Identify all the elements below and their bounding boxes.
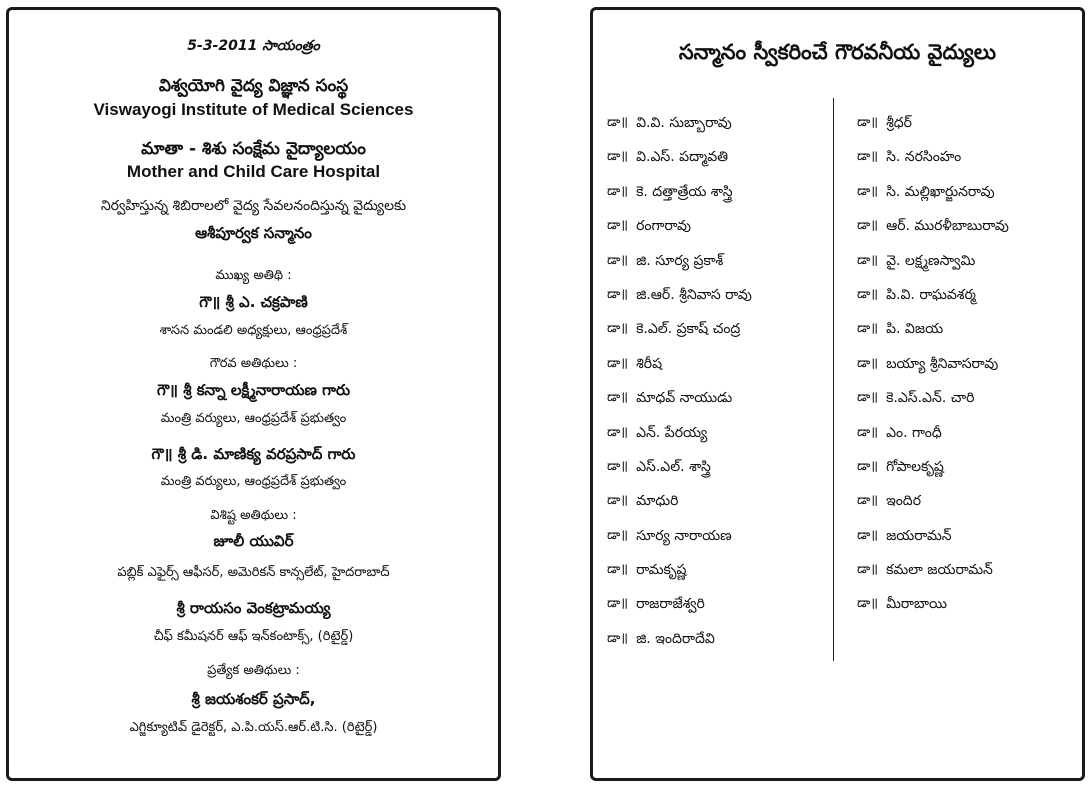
doctor-name: పి.వి. రాఘవశర్మ [886, 286, 976, 303]
doctor-title-prefix: డా॥ [607, 321, 629, 337]
doctor-name: మాధవ్ నాయుడు [636, 390, 733, 407]
doctor-entry [607, 354, 827, 388]
doctor-title-prefix: డా॥ [857, 596, 879, 612]
chief-guest-name: గౌ॥ శ్రీ ఎ. చక్రపాణి [199, 293, 308, 311]
doctor-title-prefix: డా॥ [857, 115, 879, 130]
doctor-name: రంగారావు [636, 218, 692, 235]
doctor-title-prefix: డా॥ [607, 252, 629, 268]
doctor-name: పి. విజయ [886, 321, 944, 338]
doctor-entry [607, 491, 827, 525]
doctor-title-prefix: డా॥ [857, 562, 879, 578]
doctor-name: ఆర్. మురళీబాబురావు [886, 218, 1009, 235]
doctor-title-prefix: డా॥ [607, 458, 629, 474]
honored-guest2-title: మంత్రి వర్యులు, ఆంధ్రప్రదేశ్ ప్రభుత్వం [160, 474, 347, 489]
doctor-name: మాధురి [636, 493, 679, 510]
doctor-entry [857, 251, 1082, 285]
doctors-list-panel [590, 7, 1085, 781]
felicitation-heading: ఆశీపూర్వక సన్మానం [195, 224, 312, 242]
doctor-title-prefix: డా॥ [857, 527, 879, 543]
doctor-title-prefix: డా॥ [607, 218, 629, 234]
special-invitee-title: ఎగ్జిక్యూటివ్ డైరెక్టర్, ఎ.పి.యస్.ఆర్.టి.సి. (రిటైర్డ్) [129, 720, 378, 735]
doctor-title-prefix: డా॥ [857, 390, 879, 406]
doctor-title-prefix: డా॥ [607, 527, 629, 543]
column-divider [833, 98, 834, 661]
doctor-entry [607, 388, 827, 422]
doctor-entry [607, 457, 827, 491]
doctor-entry [607, 560, 827, 594]
intro-text: నిర్వహిస్తున్న శిబిరాలలో వైద్య సేవలనందిస్తున్న వైద్యులకు [100, 198, 407, 214]
doctor-name: వి.ఎస్. పద్మావతి [636, 149, 729, 166]
hospital-name-telugu: మాతా - శిశు సంక్షేమ వైద్యాలయం [141, 139, 366, 159]
doctor-entry [857, 285, 1082, 319]
doctor-title-prefix: డా॥ [857, 218, 879, 234]
chief-guest-title: శాసన మండలి అధ్యక్షులు, ఆంధ్రప్రదేశ్ [159, 323, 348, 338]
doctor-entry [857, 354, 1082, 388]
invitation-left-panel [6, 7, 501, 781]
hospital-name-english: Mother and Child Care Hospital [126, 162, 381, 181]
doctor-entry [857, 594, 1082, 628]
doctor-name: జి.ఆర్. శ్రీనివాస రావు [636, 286, 752, 303]
doctor-name: శ్రీధర్ [886, 115, 912, 131]
doctor-title-prefix: డా॥ [857, 183, 879, 199]
doctor-name: వై. లక్ష్మణస్వామి [886, 252, 976, 269]
doctor-entry [857, 182, 1082, 216]
doctor-name: బయ్యా శ్రీనివాసరావు [886, 355, 999, 372]
special-guest2-name: శ్రీ రాయసం వెంకట్రామయ్య [176, 599, 331, 617]
doctor-entry [607, 216, 827, 250]
doctor-title-prefix: డా॥ [607, 286, 629, 302]
doctor-name: జి. సూర్య ప్రకాశ్ [636, 252, 724, 269]
honored-guest1-title: మంత్రి వర్యులు, ఆంధ్రప్రదేశ్ ప్రభుత్వం [160, 411, 347, 426]
doctor-name: ఎం. గాంధీ [886, 424, 942, 441]
doctor-name: కమలా జయరామన్ [886, 562, 993, 579]
doctor-title-prefix: డా॥ [857, 355, 879, 371]
special-guests-label: విశిష్ట అతిథులు : [210, 508, 297, 523]
doctor-entry [607, 319, 827, 353]
doctor-name: జి. ఇందిరాదేవి [636, 630, 715, 647]
doctor-title-prefix: డా॥ [857, 286, 879, 302]
doctor-entry [857, 319, 1082, 353]
institute-name-english: Viswayogi Institute of Medical Sciences [93, 100, 414, 119]
doctor-title-prefix: డా॥ [857, 149, 879, 165]
doctor-entry [857, 113, 1082, 147]
doctor-title-prefix: డా॥ [857, 252, 879, 268]
doctor-entry [607, 423, 827, 457]
doctor-name: కె.ఎస్.ఎన్. చారి [886, 390, 975, 407]
doctor-entry [607, 147, 827, 181]
doctors-column-right [857, 113, 1082, 629]
doctor-entry [857, 216, 1082, 250]
doctor-entry [607, 594, 827, 628]
doctor-name: సి. మల్లిఖార్జునరావు [886, 183, 995, 200]
doctor-entry [607, 285, 827, 319]
event-date: 5-3-2011 సాయంత్రం [187, 38, 320, 54]
special-guest2-title: చీఫ్ కమీషనర్ ఆఫ్ ఇన్‌కంటాక్స్, (రిటైర్డ్) [153, 629, 354, 644]
doctor-title-prefix: డా॥ [607, 493, 629, 509]
doctor-name: మీరాబాయి [886, 596, 948, 613]
doctor-entry [857, 560, 1082, 594]
doctors-column-left [607, 113, 827, 663]
doctor-entry [857, 457, 1082, 491]
doctor-title-prefix: డా॥ [607, 149, 629, 165]
doctor-entry [857, 147, 1082, 181]
doctor-name: ఇందిర [886, 493, 921, 510]
special-guest1-name: జూలీ యువిర్ [213, 532, 294, 550]
doctor-name: జయరామన్ [886, 527, 952, 544]
doctor-name: రామకృష్ణ [636, 562, 687, 579]
doctor-title-prefix: డా॥ [607, 596, 629, 612]
doctor-name: కె.ఎల్. ప్రకాష్ చంద్ర [636, 321, 741, 338]
doctor-name: రాజరాజేశ్వరి [636, 596, 705, 613]
doctor-name: ఎస్.ఎల్. శాస్త్రి [636, 458, 711, 475]
honored-guest1-name: గౌ॥ శ్రీ కన్నా లక్ష్మీనారాయణ గారు [156, 381, 351, 399]
doctor-entry [857, 423, 1082, 457]
doctor-name: వి.వి. సుబ్బారావు [636, 115, 732, 131]
doctor-name: గోపాలకృష్ణ [886, 458, 944, 475]
doctor-title-prefix: డా॥ [607, 562, 629, 578]
doctor-title-prefix: డా॥ [857, 321, 879, 337]
special-invitee-name: శ్రీ జయశంకర్ ప్రసాద్, [191, 690, 316, 708]
doctor-title-prefix: డా॥ [607, 390, 629, 406]
doctor-title-prefix: డా॥ [607, 630, 629, 646]
doctor-entry [607, 113, 827, 147]
institute-name-telugu: విశ్వయోగి వైద్య విజ్ఞాన సంస్థ [158, 76, 349, 96]
doctor-name: కె. దత్తాత్రేయ శాస్త్రి [636, 183, 733, 200]
doctor-title-prefix: డా॥ [857, 458, 879, 474]
doctor-entry [857, 491, 1082, 525]
honored-guests-label: గౌరవ అతిథులు : [209, 356, 298, 371]
doctor-entry [607, 182, 827, 216]
doctor-name: శిరీష [636, 355, 663, 372]
doctor-title-prefix: డా॥ [857, 493, 879, 509]
doctor-title-prefix: డా॥ [607, 183, 629, 199]
doctor-entry [607, 629, 827, 663]
doctor-name: సూర్య నారాయణ [636, 527, 732, 544]
doctor-entry [607, 526, 827, 560]
doctor-entry [607, 251, 827, 285]
doctor-name: ఎన్. పేరయ్య [636, 424, 708, 441]
doctor-title-prefix: డా॥ [857, 424, 879, 440]
doctor-entry [857, 388, 1082, 422]
chief-guest-label: ముఖ్య అతిథి : [215, 268, 292, 283]
honored-guest2-name: గౌ॥ శ్రీ డి. మాణిక్య వరప్రసాద్ గారు [151, 445, 356, 463]
special-invitees-label: ప్రత్యేక అతిథులు : [207, 663, 300, 678]
doctor-entry [857, 526, 1082, 560]
doctor-title-prefix: డా॥ [607, 424, 629, 440]
doctor-name: సి. నరసింహం [886, 149, 962, 166]
doctor-title-prefix: డా॥ [607, 115, 629, 130]
special-guest1-title: పబ్లిక్ ఎఫైర్స్ ఆఫీసర్, అమెరికన్ కాన్సలేట్, హైదరాబాద్ [117, 565, 390, 580]
doctors-list-title: సన్మానం స్వీకరించే గౌరవనీయ వైద్యులు [678, 40, 997, 64]
doctor-title-prefix: డా॥ [607, 355, 629, 371]
